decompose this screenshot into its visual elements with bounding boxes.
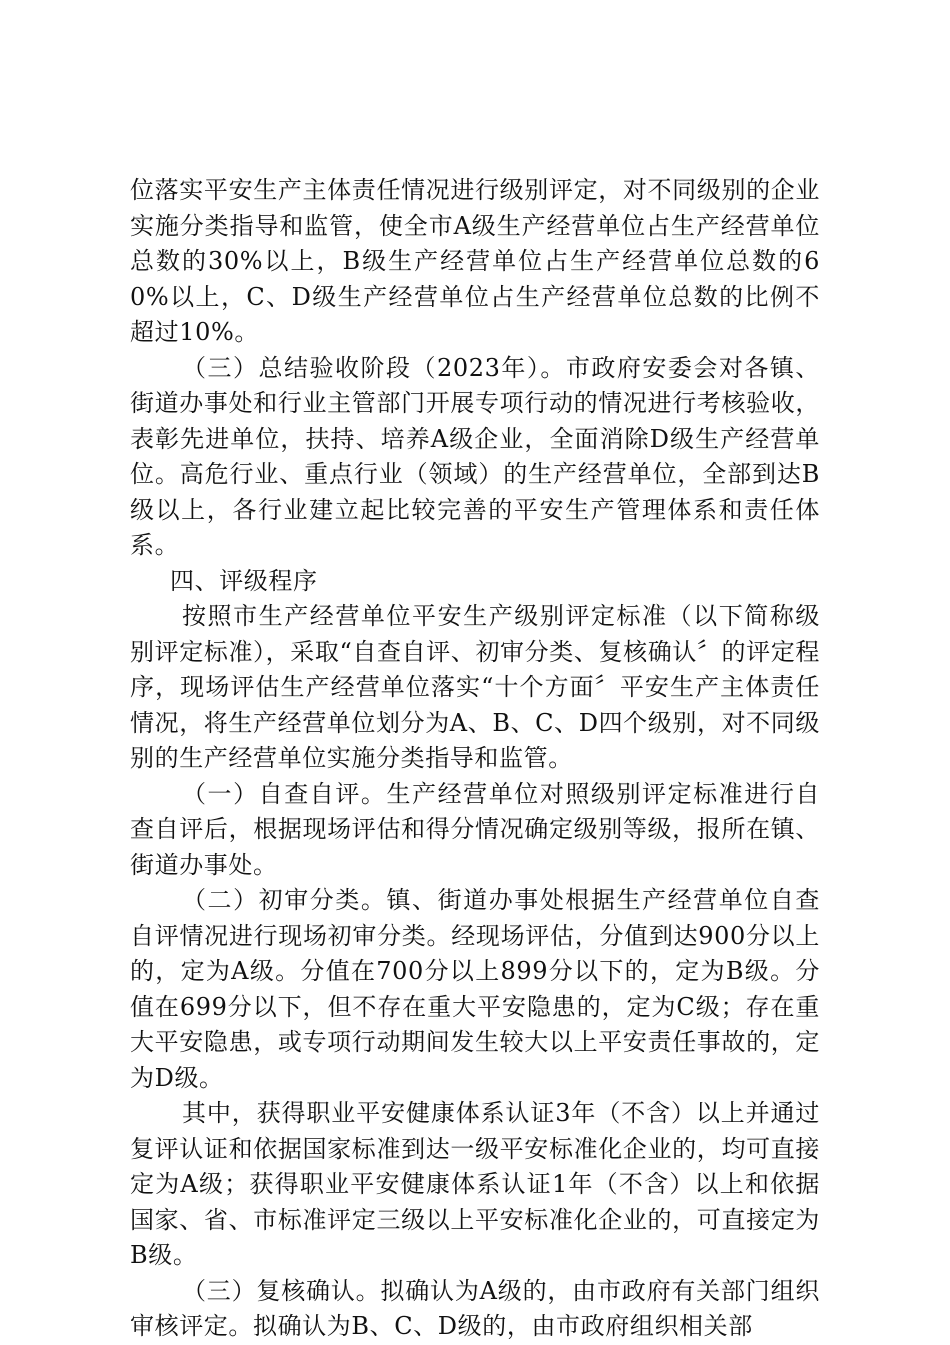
paragraph-review-confirmation: （三）复核确认。拟确认为A级的，由市政府有关部门组织审核评定。拟确认为B、C、D级的，由市政府组织相关部: [130, 1276, 820, 1340]
paragraph-direct-rating: 其中，获得职业平安健康体系认证3年（不含）以上并通过复评认证和依据国家标准到达一级平安标准化企业的，均可直接定为A级；获得职业平安健康体系认证1年（不含）以上和依据国家、省、市标准评定三级以上平安标准化企业的，可直接定为B级。: [130, 1099, 820, 1269]
section-heading-rating-procedure: 四、评级程序: [170, 566, 318, 595]
paragraph-summary-stage: （三）总结验收阶段（2023年）。市政府安委会对各镇、街道办事处和行业主管部门开展专项行动的情况进行考核验收，表彰先进单位，扶持、培养A级企业，全面消除D级生产经营单位。高危行业、重点行业（领域）的生产经营单位，全部到达B级以上，各行业建立起比较完善的平安生产管理体系和责任体系。: [130, 353, 820, 559]
paragraph-preliminary-classification: （二）初审分类。镇、街道办事处根据生产经营单位自查自评情况进行现场初审分类。经现场评估，分值到达900分以上的，定为A级。分值在700分以上899分以下的，定为B级。分值在699分以下，但不存在重大平安隐患的，定为C级；存在重大平安隐患，或专项行动期间发生较大以上平安责任事故的，定为D级。: [130, 886, 820, 1092]
paragraph-self-assessment: （一）自查自评。生产经营单位对照级别评定标准进行自查自评后，根据现场评估和得分情况确定级别等级，报所在镇、街道办事处。: [130, 779, 820, 879]
paragraph-continuation: 位落实平安生产主体责任情况进行级别评定，对不同级别的企业实施分类指导和监管，使全市A级生产经营单位占生产经营单位总数的30%以上，B级生产经营单位占生产经营单位总数的60%以上，C、D级生产经营单位占生产经营单位总数的比例不超过10%。: [130, 176, 820, 346]
paragraph-rating-standard: 按照市生产经营单位平安生产级别评定标准（以下简称级别评定标准），采取“自查自评、初审分类、复核确认〞的评定程序，现场评估生产经营单位落实“十个方面〞平安生产主体责任情况，将生产经营单位划分为A、B、C、D四个级别，对不同级别的生产经营单位实施分类指导和监管。: [130, 602, 820, 772]
document-body: [130, 173, 820, 1345]
